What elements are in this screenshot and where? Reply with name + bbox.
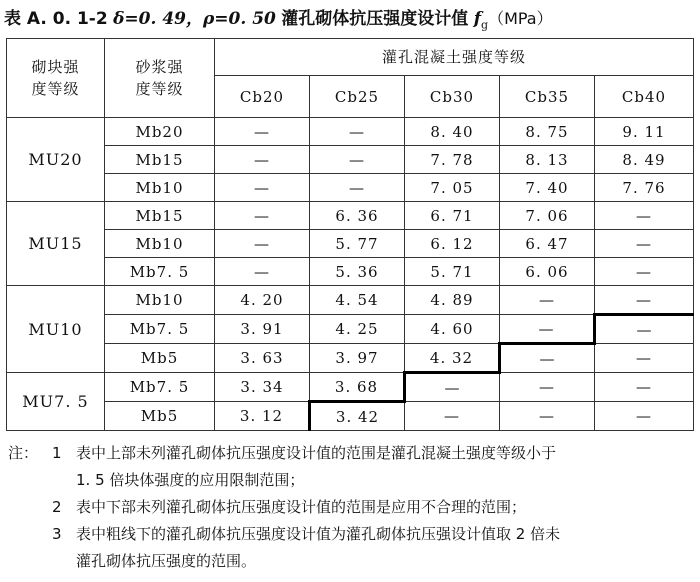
value-cell: — — [500, 373, 595, 402]
mortar-grade-cell: Mb10 — [105, 174, 215, 202]
block-grade-cell: MU7. 5 — [7, 373, 105, 431]
block-grade-cell: MU15 — [7, 202, 105, 286]
value-cell: — — [595, 402, 694, 431]
value-cell: 7. 40 — [500, 174, 595, 202]
mortar-grade-cell: Mb7. 5 — [105, 373, 215, 402]
value-cell: — — [595, 258, 694, 286]
caption-title: 灌孔砌体抗压强度设计值 — [281, 9, 469, 29]
strength-table — [6, 38, 694, 431]
table-row — [7, 402, 694, 431]
mortar-grade-cell: Mb7. 5 — [105, 315, 215, 344]
note-item — [8, 440, 698, 467]
table-row — [7, 118, 694, 146]
value-cell: — — [595, 344, 694, 373]
value-cell: 6. 36 — [310, 202, 405, 230]
value-cell: 7. 76 — [595, 174, 694, 202]
value-cell: 3. 97 — [310, 344, 405, 373]
value-cell: — — [500, 402, 595, 431]
table-caption — [4, 6, 553, 32]
note-number: 1 — [52, 444, 62, 462]
block-grade-cell: MU20 — [7, 118, 105, 202]
table-row — [7, 373, 694, 402]
note-text: 表中粗线下的灌孔砌体抗压强度设计值为灌孔砌体抗压强设计值取 2 倍未 — [76, 525, 561, 543]
note-text: 表中上部未列灌孔砌体抗压强度设计值的范围是灌孔混凝土强度等级小于 — [76, 444, 557, 462]
table-row — [7, 286, 694, 315]
note-number: 2 — [52, 498, 62, 516]
value-cell: 4. 25 — [310, 315, 405, 344]
mortar-grade-cell: Mb10 — [105, 230, 215, 258]
table-row — [7, 344, 694, 373]
value-cell: 4. 32 — [405, 344, 500, 373]
note-item — [8, 521, 698, 548]
value-cell: 5. 71 — [405, 258, 500, 286]
table-row — [7, 315, 694, 344]
value-cell: 6. 71 — [405, 202, 500, 230]
value-cell: 6. 12 — [405, 230, 500, 258]
value-cell: 8. 75 — [500, 118, 595, 146]
note-number: 3 — [52, 525, 62, 543]
header-row — [7, 39, 694, 76]
value-cell: 8. 49 — [595, 146, 694, 174]
table-row — [7, 258, 694, 286]
column-header-cb25: Cb25 — [310, 76, 405, 118]
value-cell: — — [405, 373, 500, 402]
value-cell: 7. 06 — [500, 202, 595, 230]
value-cell: — — [500, 286, 595, 315]
table-row — [7, 230, 694, 258]
value-cell: 9. 11 — [595, 118, 694, 146]
value-cell: 3. 34 — [215, 373, 310, 402]
value-cell: — — [595, 202, 694, 230]
value-cell: 6. 06 — [500, 258, 595, 286]
mortar-grade-cell: Mb5 — [105, 344, 215, 373]
value-cell: 3. 12 — [215, 402, 310, 431]
value-cell: — — [215, 202, 310, 230]
value-cell: 4. 89 — [405, 286, 500, 315]
column-header-cb35: Cb35 — [500, 76, 595, 118]
value-cell: 4. 54 — [310, 286, 405, 315]
value-cell: 4. 20 — [215, 286, 310, 315]
value-cell: — — [310, 146, 405, 174]
mortar-grade-cell: Mb20 — [105, 118, 215, 146]
value-cell: 3. 63 — [215, 344, 310, 373]
mortar-grade-cell: Mb10 — [105, 286, 215, 315]
mortar-grade-cell: Mb15 — [105, 202, 215, 230]
note-text: 表中下部未列灌孔砌体抗压强度设计值的范围是应用不合理的范围； — [76, 498, 527, 516]
value-cell: — — [500, 344, 595, 373]
column-header-cb40: Cb40 — [595, 76, 694, 118]
mortar-grade-cell: Mb7. 5 — [105, 258, 215, 286]
header-concrete-grade: 灌孔混凝土强度等级 — [215, 39, 694, 76]
value-cell: 7. 78 — [405, 146, 500, 174]
value-cell: 5. 77 — [310, 230, 405, 258]
value-cell: — — [595, 315, 694, 344]
table-row — [7, 202, 694, 230]
note-continuation: 1. 5 倍块体强度的应用限制范围； — [76, 471, 305, 489]
value-cell: 4. 60 — [405, 315, 500, 344]
note-continuation: 灌孔砌体抗压强度的范围。 — [76, 552, 257, 570]
table-row — [7, 146, 694, 174]
value-cell: — — [215, 258, 310, 286]
header-mortar-grade: 砂浆强 度等级 — [105, 39, 215, 118]
value-cell: — — [215, 118, 310, 146]
value-cell: 3. 42 — [310, 402, 405, 431]
value-cell: — — [595, 286, 694, 315]
value-cell: — — [310, 118, 405, 146]
column-header-cb30: Cb30 — [405, 76, 500, 118]
value-cell: — — [595, 373, 694, 402]
notes-lead: 注： — [8, 444, 39, 462]
value-cell: 3. 68 — [310, 373, 405, 402]
caption-symbol: f — [473, 9, 482, 29]
value-cell: 3. 91 — [215, 315, 310, 344]
table-notes — [8, 440, 698, 575]
note-item — [8, 494, 698, 521]
header-block-grade: 砌块强 度等级 — [7, 39, 105, 118]
value-cell: 5. 36 — [310, 258, 405, 286]
value-cell: — — [595, 230, 694, 258]
caption-unit: （MPa） — [488, 9, 553, 28]
value-cell: — — [500, 315, 595, 344]
table-row — [7, 174, 694, 202]
column-header-cb20: Cb20 — [215, 76, 310, 118]
value-cell: — — [405, 402, 500, 431]
block-grade-cell: MU10 — [7, 286, 105, 373]
value-cell: 8. 13 — [500, 146, 595, 174]
mortar-grade-cell: Mb15 — [105, 146, 215, 174]
value-cell: — — [215, 230, 310, 258]
value-cell: 6. 47 — [500, 230, 595, 258]
value-cell: — — [215, 146, 310, 174]
caption-symbol-subscript: g — [481, 18, 489, 32]
value-cell: 8. 40 — [405, 118, 500, 146]
mortar-grade-cell: Mb5 — [105, 402, 215, 431]
value-cell: — — [215, 174, 310, 202]
caption-prefix: 表 A. 0. 1-2 — [4, 9, 108, 29]
caption-parameters: δ=0. 49，ρ=0. 50 — [113, 9, 276, 29]
value-cell: 7. 05 — [405, 174, 500, 202]
value-cell: — — [310, 174, 405, 202]
